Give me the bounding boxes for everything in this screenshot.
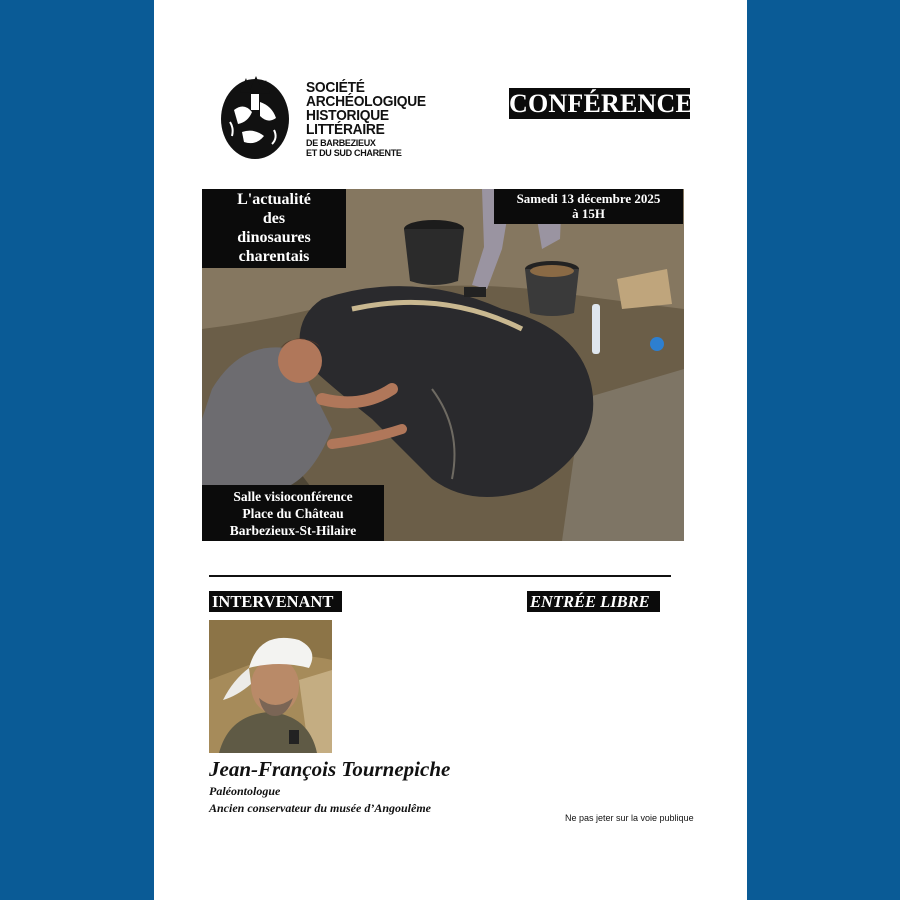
- speaker-role: Paléontologue: [209, 784, 281, 798]
- free-entry-label: ENTRÉE LIBRE: [527, 591, 660, 612]
- event-title-line-1: L'actualité: [237, 191, 311, 208]
- event-venue-line-1: Salle visioconférence: [233, 489, 353, 504]
- conference-heading: CONFÉRENCE: [509, 89, 694, 118]
- society-name-line-1: SOCIÉTÉ: [306, 79, 365, 96]
- society-name: [306, 81, 436, 158]
- event-date-line-2: à 15H: [572, 206, 605, 221]
- event-title-box: [202, 189, 346, 268]
- society-name-line-4: LITTÉRAIRE: [306, 121, 385, 138]
- society-logo-emblem: [220, 72, 290, 160]
- speaker-section-label: INTERVENANT: [209, 591, 342, 612]
- society-name-line-2: ARCHÉOLOGIQUE: [306, 93, 426, 110]
- event-venue-line-3: Barbezieux-St-Hilaire: [229, 523, 357, 538]
- speaker-portrait-illustration: [209, 620, 332, 753]
- speaker-name: Jean-François Tournepiche: [209, 757, 451, 781]
- event-title-line-3: dinosaures: [237, 229, 311, 246]
- event-date-box: [494, 189, 683, 224]
- disposal-notice: Ne pas jeter sur la voie publique: [565, 813, 694, 823]
- event-title-line-2: des: [262, 210, 286, 227]
- speaker-former-role: Ancien conservateur du musée d’Angoulême: [209, 801, 432, 815]
- event-title-line-4: charentais: [238, 248, 310, 265]
- event-venue-box: [202, 485, 384, 541]
- speaker-portrait: [209, 620, 332, 753]
- event-venue-line-2: Place du Château: [242, 506, 344, 521]
- society-sub-line-1: DE BARBEZIEUX: [306, 138, 376, 148]
- poster-page: [154, 0, 747, 900]
- event-date-line-1: Samedi 13 décembre 2025: [516, 191, 661, 206]
- section-divider: [209, 575, 671, 577]
- society-name-line-3: HISTORIQUE: [306, 107, 389, 124]
- excavation-photo: [202, 189, 684, 541]
- society-sub-line-2: ET DU SUD CHARENTE: [306, 148, 402, 158]
